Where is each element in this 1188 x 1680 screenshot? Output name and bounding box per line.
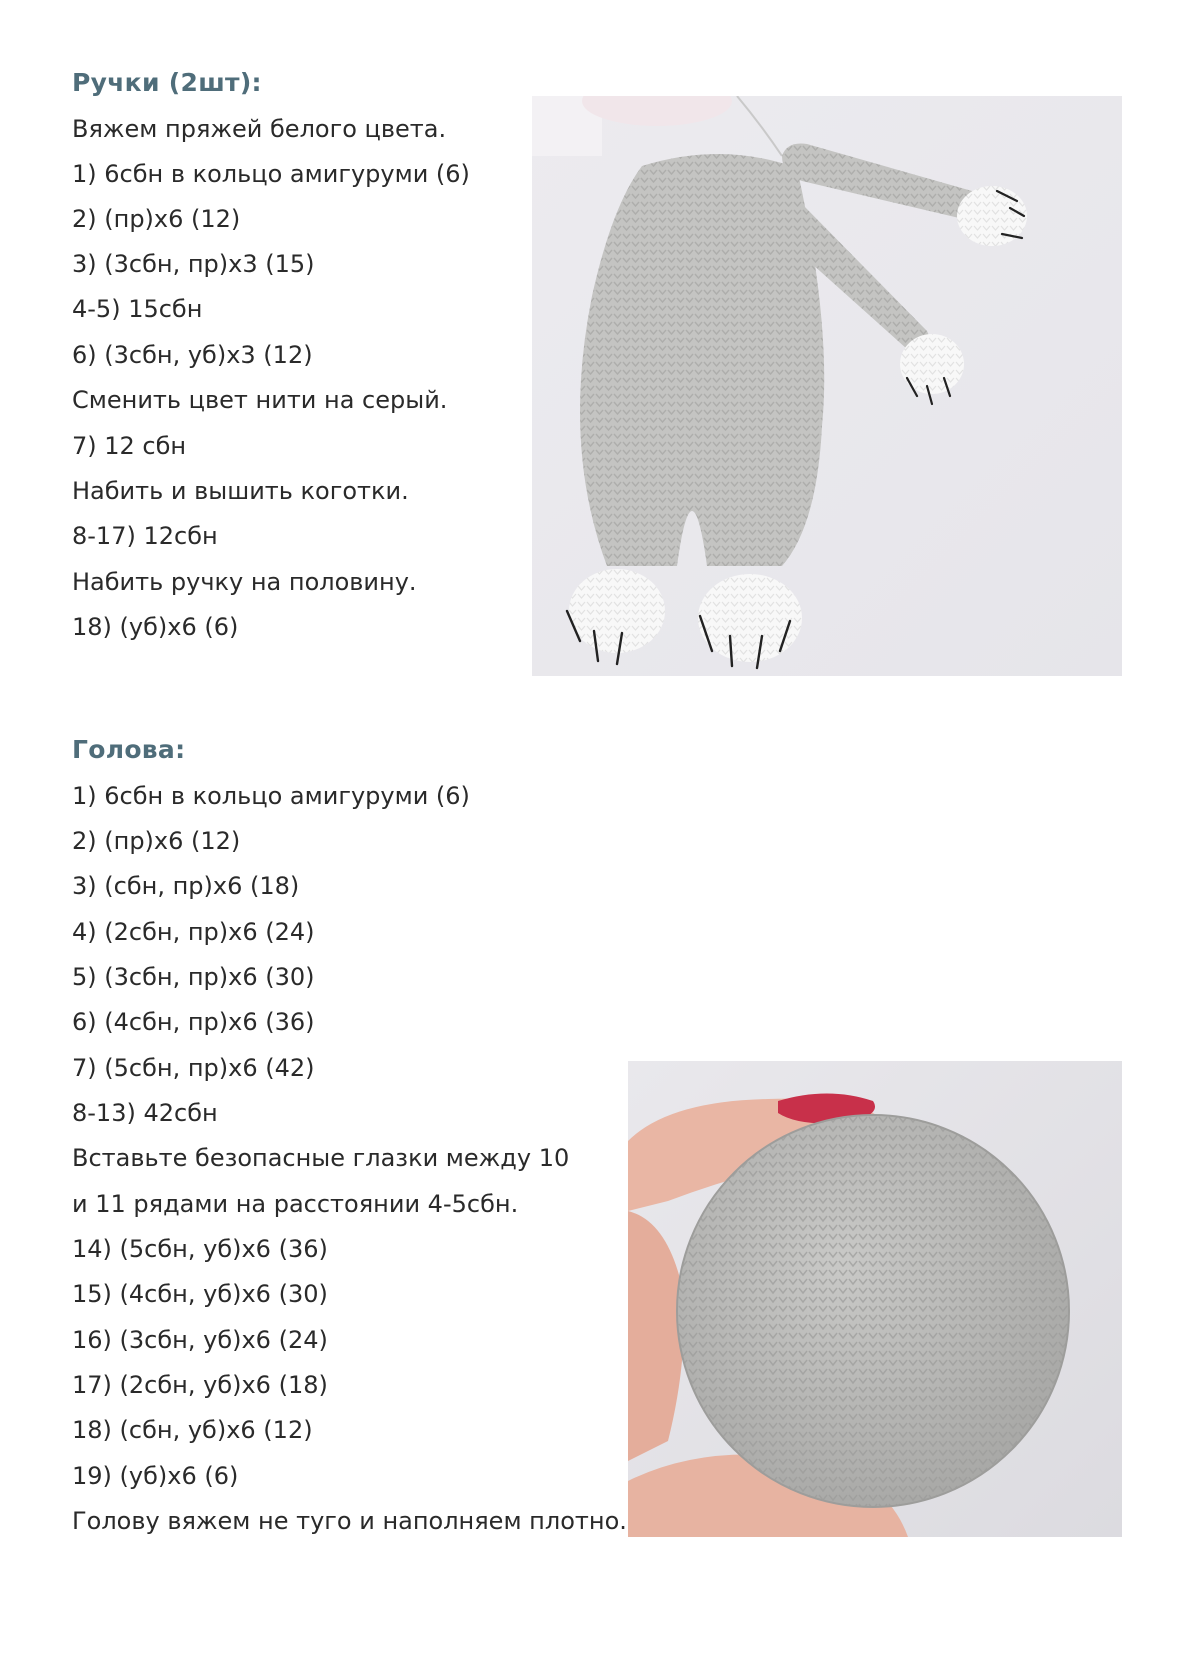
head-line: 18) (сбн, уб)х6 (12) <box>72 1416 313 1444</box>
head-line: 8-13) 42сбн <box>72 1099 218 1127</box>
head-line: 4) (2сбн, пр)х6 (24) <box>72 918 315 946</box>
arms-line: 18) (уб)х6 (6) <box>72 613 239 641</box>
head-section-title: Голова: <box>72 735 186 764</box>
arms-photo <box>532 96 1122 676</box>
arms-line: Вяжем пряжей белого цвета. <box>72 115 447 143</box>
arms-line: Сменить цвет нити на серый. <box>72 386 448 414</box>
arms-line: 1) 6сбн в кольцо амигуруми (6) <box>72 160 470 188</box>
arms-section-title: Ручки (2шт): <box>72 68 262 97</box>
head-line: и 11 рядами на расстоянии 4-5сбн. <box>72 1190 519 1218</box>
head-line: 3) (сбн, пр)х6 (18) <box>72 872 300 900</box>
arms-line: 7) 12 сбн <box>72 432 187 460</box>
head-line: 14) (5сбн, уб)х6 (36) <box>72 1235 328 1263</box>
head-line: 15) (4сбн, уб)х6 (30) <box>72 1280 328 1308</box>
arms-line: 4-5) 15сбн <box>72 295 203 323</box>
head-line: 1) 6сбн в кольцо амигуруми (6) <box>72 782 470 810</box>
head-line: 5) (3сбн, пр)х6 (30) <box>72 963 315 991</box>
head-line: 17) (2сбн, уб)х6 (18) <box>72 1371 328 1399</box>
arms-line: 6) (3сбн, уб)х3 (12) <box>72 341 313 369</box>
arms-line: 2) (пр)х6 (12) <box>72 205 241 233</box>
head-line: Голову вяжем не туго и наполняем плотно. <box>72 1507 627 1535</box>
head-line: 7) (5сбн, пр)х6 (42) <box>72 1054 315 1082</box>
head-line: 6) (4сбн, пр)х6 (36) <box>72 1008 315 1036</box>
arms-line: 3) (3сбн, пр)х3 (15) <box>72 250 315 278</box>
arms-line: Набить и вышить коготки. <box>72 477 409 505</box>
arms-line: 8-17) 12сбн <box>72 522 218 550</box>
arms-line: Набить ручку на половину. <box>72 568 417 596</box>
head-line: 19) (уб)х6 (6) <box>72 1462 239 1490</box>
head-line: 16) (3сбн, уб)х6 (24) <box>72 1326 328 1354</box>
head-photo <box>628 1061 1122 1537</box>
head-line: Вставьте безопасные глазки между 10 <box>72 1144 570 1172</box>
head-line: 2) (пр)х6 (12) <box>72 827 241 855</box>
